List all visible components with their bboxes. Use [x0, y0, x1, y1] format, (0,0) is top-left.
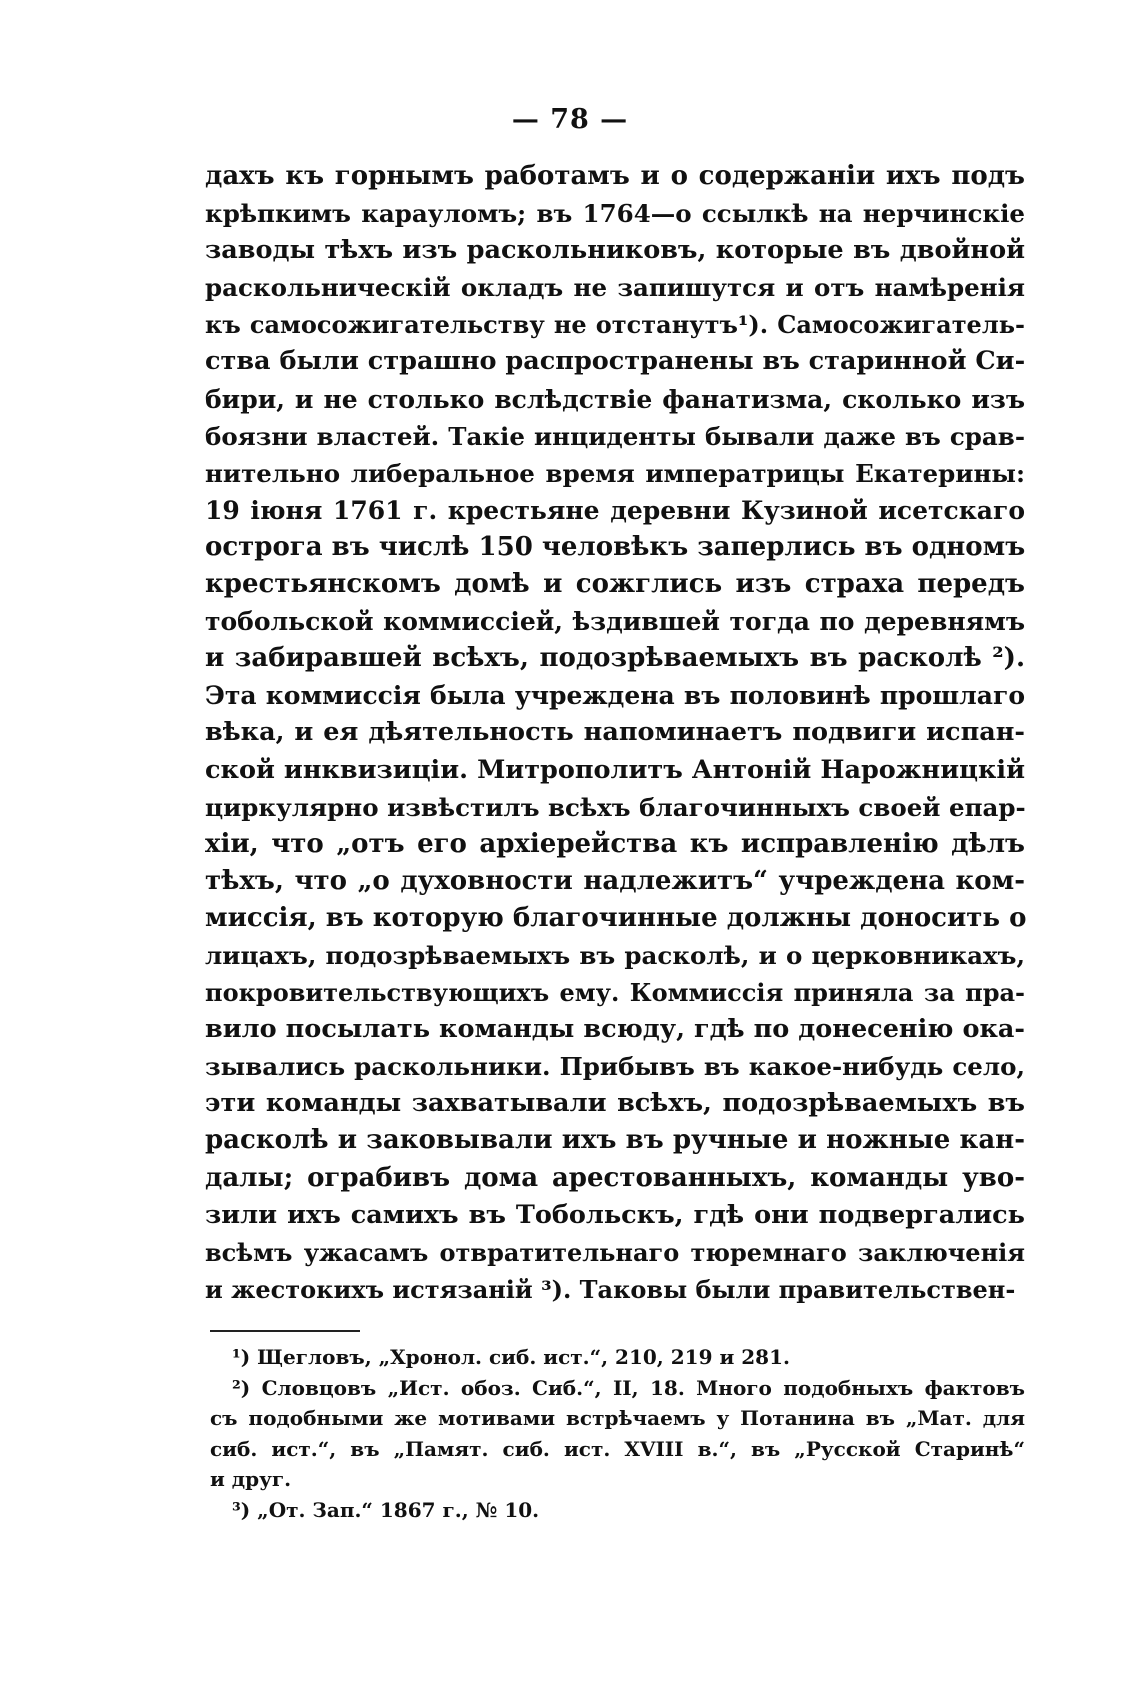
text-line: эти команды захватывали всѣхъ, подозрѣваемыхъ въ: [205, 1088, 1025, 1119]
footnote-3: ³) „От. Зап.“ 1867 г., № 10.: [232, 1497, 540, 1522]
text-line: и жестокихъ истязанiй ³). Таковы были правительствен-: [205, 1274, 1016, 1304]
text-line: ства были страшно распространены въ старинной Си-: [205, 346, 1026, 377]
text-line: вѣка, и ея дѣятельность напоминаетъ подвиги испан-: [205, 717, 1025, 748]
text-line: расколѣ и заковывали ихъ въ ручные и ножные кан-: [205, 1125, 1025, 1156]
body-text: [205, 158, 1025, 1308]
text-line: циркулярно извѣстилъ всѣхъ благочинныхъ своей епар-: [205, 792, 1026, 822]
footnote-2: ²) Словцовъ „Ист. обоз. Сиб.“, II, 18. Много подобныхъ фактовъ: [232, 1375, 1025, 1400]
text-line: тобольской коммиссiей, ѣздившей тогда по деревнямъ: [205, 607, 1025, 637]
text-line: зили ихъ самихъ въ Тобольскъ, гдѣ они подвергались: [205, 1199, 1025, 1230]
text-line: нительно либеральное время императрицы Екатерины:: [205, 458, 1025, 488]
text-line: къ самосожигательству не отстанутъ¹). Самосожигатель-: [205, 310, 1025, 340]
footnote-2-continuation: съ подобными же мотивами встрѣчаемъ у Потанина въ „Мат. для: [210, 1406, 1025, 1430]
text-line: тѣхъ, что „о духовности надлежитъ“ учреждена ком-: [205, 865, 1025, 896]
text-line: вило посылать команды всюду, гдѣ по донесенiю ока-: [205, 1014, 1025, 1045]
text-line: далы; ограбивъ дома арестованныхъ, команды уво-: [205, 1162, 1025, 1193]
text-line: Эта коммиссiя была учреждена въ половинѣ прошлаго: [205, 681, 1025, 711]
text-line: лицахъ, подозрѣваемыхъ въ расколѣ, и о церковникахъ,: [205, 940, 1025, 970]
text-line: заводы тѣхъ изъ раскольниковъ, которые въ двойной: [205, 235, 1025, 266]
text-line: и забиравшей всѣхъ, подозрѣваемыхъ въ расколѣ ²).: [205, 643, 1025, 674]
footnote-2-continuation: и друг.: [210, 1467, 292, 1491]
text-line: 19 iюня 1761 г. крестьяне деревни Кузиной исетскаго: [205, 495, 1025, 525]
text-line: покровительствующихъ ему. Коммиссiя приняла за пра-: [205, 978, 1025, 1008]
text-line: крестьянскомъ домѣ и сожглись изъ страха передъ: [205, 569, 1025, 600]
footnote-1: ¹) Щегловъ, „Хронол. сиб. ист.“, 210, 219 и 281.: [232, 1345, 790, 1369]
text-line: раскольническiй окладъ не запишутся и отъ намѣренiя: [205, 273, 1025, 303]
text-line: острога въ числѣ 150 человѣкъ заперлись въ одномъ: [205, 531, 1026, 562]
text-line: всѣмъ ужасамъ отвратительнаго тюремнаго заключенiя: [205, 1237, 1025, 1267]
text-line: боязни властей. Такiе инциденты бывали даже въ срав-: [205, 421, 1025, 451]
text-line: ской инквизицiи. Митрополитъ Антонiй Нарожницкiй: [205, 754, 1025, 785]
text-line: зывались раскольники. Прибывъ въ какое-нибудь село,: [205, 1052, 1025, 1082]
text-line: бири, и не столько вслѣдствiе фанатизма, сколько изъ: [205, 384, 1025, 414]
page-number: — 78 —: [511, 104, 629, 135]
text-line: дахъ къ горнымъ работамъ и о содержанiи ихъ подъ: [205, 161, 1025, 191]
footnotes: [210, 1342, 1025, 1525]
footnote-rule: [210, 1330, 360, 1332]
text-line: хiи, что „отъ его архiерейства къ исправленiю дѣлъ: [205, 828, 1025, 859]
text-line: крѣпкимъ карауломъ; въ 1764—о ссылкѣ на нерчинскiе: [205, 199, 1025, 229]
footnote-2-continuation: сиб. ист.“, въ „Памят. сиб. ист. XVIII в.“, въ „Русской Старинѣ“: [210, 1436, 1025, 1461]
text-line: миссiя, въ которую благочинные должны доносить о: [205, 902, 1027, 933]
